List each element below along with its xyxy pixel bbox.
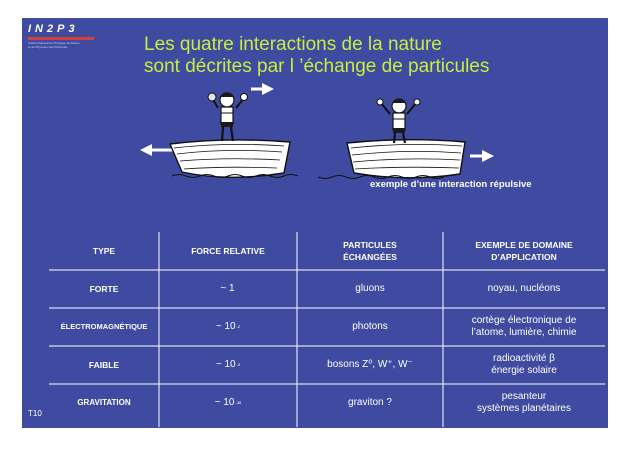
row-domain-line1: pesanteur bbox=[501, 391, 547, 402]
row-force bbox=[159, 270, 297, 308]
title-line1: Les quatre interactions de la nature bbox=[144, 34, 442, 55]
row-force bbox=[159, 308, 297, 346]
header-particles-line2: ÉCHANGÉES bbox=[343, 252, 397, 262]
header-particles-line1: PARTICULES bbox=[343, 240, 397, 250]
row-force bbox=[159, 346, 297, 384]
force-exponent: -2 bbox=[236, 324, 241, 329]
page-number: T10 bbox=[28, 409, 42, 418]
right-person-icon bbox=[377, 99, 420, 144]
row-particles: graviton ? bbox=[348, 397, 392, 408]
force-base: ~ 10 bbox=[214, 397, 235, 408]
row-domain-line2: énergie solaire bbox=[491, 365, 557, 376]
right-boat-icon bbox=[318, 140, 465, 179]
row-domain-line2: l’atome, lumière, chimie bbox=[471, 327, 577, 338]
row-domain bbox=[443, 308, 605, 346]
right-arrow-icon bbox=[251, 83, 274, 95]
logo-title: IN2P3 bbox=[28, 23, 79, 35]
header-type: TYPE bbox=[92, 246, 116, 256]
left-arrow-icon bbox=[140, 144, 174, 156]
row-domain-line1: radioactivité β bbox=[493, 353, 555, 364]
logo-subtitle-line1: Institut National de Physique Nucléaire bbox=[28, 41, 80, 45]
slide bbox=[22, 18, 608, 428]
row-domain bbox=[443, 270, 605, 308]
caption: exemple d’une interaction répulsive bbox=[370, 179, 532, 190]
force-base: ~ 10 bbox=[215, 359, 236, 370]
left-person-icon bbox=[208, 93, 248, 142]
row-type: ÉLECTROMAGNÉTIQUE bbox=[60, 322, 148, 331]
title-line2: sont décrites par l ’échange de particules bbox=[144, 56, 490, 77]
row-domain-line1: noyau, nucléons bbox=[487, 283, 561, 294]
logo-subtitle-line2: et de Physique des Particules bbox=[28, 45, 68, 49]
row-force bbox=[159, 384, 297, 422]
row-particles: photons bbox=[352, 321, 388, 332]
force-exponent: -38 bbox=[235, 400, 242, 405]
row-particles: gluons bbox=[355, 283, 385, 294]
interactions-table bbox=[49, 232, 605, 427]
row-domain-line1: cortège électronique de bbox=[471, 315, 577, 326]
force-base: ~ 1 bbox=[220, 283, 235, 294]
row-domain bbox=[443, 346, 605, 384]
row-particles: bosons Z⁰, W⁺, W⁻ bbox=[327, 359, 413, 370]
force-base: ~ 10 bbox=[215, 321, 236, 332]
header-domain-line1: EXEMPLE DE DOMAINE bbox=[475, 240, 573, 250]
force-exponent: -5 bbox=[236, 362, 241, 367]
header-force: FORCE RELATIVE bbox=[191, 246, 265, 256]
header-particles bbox=[297, 232, 443, 270]
header-domain-line2: D’APPLICATION bbox=[491, 252, 557, 262]
boats-illustration bbox=[22, 18, 608, 233]
row-domain-line2: systèmes planétaires bbox=[477, 403, 571, 414]
header-domain bbox=[443, 232, 605, 270]
row-domain bbox=[443, 384, 605, 422]
left-boat-icon bbox=[170, 140, 298, 178]
row-type: FAIBLE bbox=[88, 360, 120, 370]
row-type: GRAVITATION bbox=[77, 398, 131, 407]
right-arrow-small-icon bbox=[470, 150, 494, 162]
row-type: FORTE bbox=[89, 284, 119, 294]
